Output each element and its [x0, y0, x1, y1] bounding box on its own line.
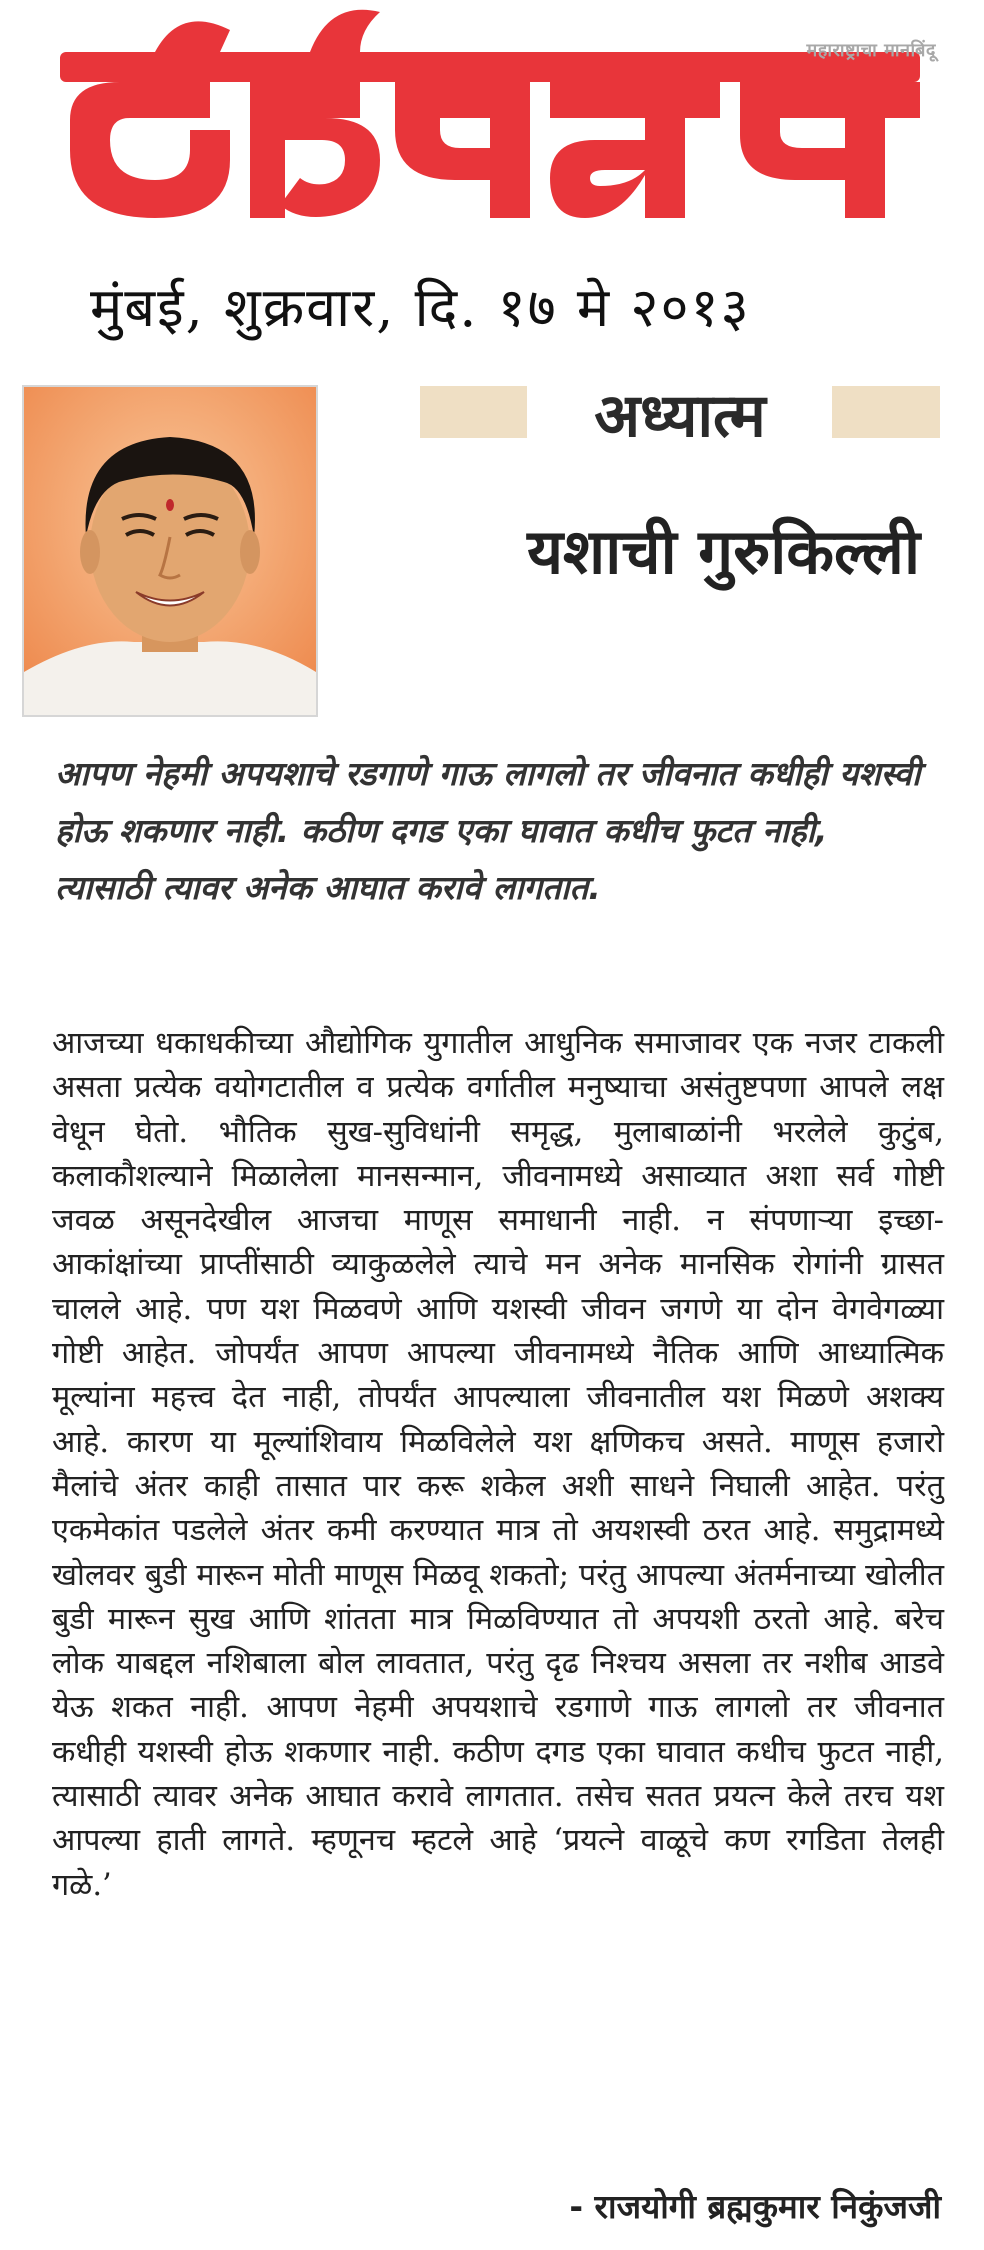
masthead-tagline: महाराष्ट्राचा मानबिंदू	[806, 40, 936, 61]
author-photo	[22, 385, 318, 717]
lokmat-logo	[60, 0, 930, 245]
article-intro: आपण नेहमी अपयशाचे रडगाणे गाऊ लागलो तर जीवनात कधीही यशस्वी होऊ शकणार नाही. कठीण दगड एका घावात कधीच फुटत नाही, त्यासाठी त्यावर अनेक आघात करावे लागतात.	[55, 754, 921, 907]
author-portrait	[24, 387, 316, 715]
article-body: आजच्या धकाधकीच्या औद्योगिक युगातील आधुनिक समाजावर एक नजर टाकली असता प्रत्येक वयोगटातील व प्रत्येक वर्गातील मनुष्याचा असंतुष्टपणा आपले लक्ष वेधून घेतो. भौतिक सुख-सुविधांनी समृद्ध, मुलाबाळांनी भरलेले कुटुंब, कलाकौशल्याने मिळालेला मानसन्मान, जीवनामध्ये असाव्यात अशा सर्व गोष्टी जवळ असूनदेखील आजचा माणूस समाधानी नाही. न संपणाऱ्या इच्छा-आकांक्षांच्या प्राप्तींसाठी व्याकुळलेले त्याचे मन अनेक मानसिक रोगांनी ग्रासत चालले आहे. पण यश मिळवणे आणि यशस्वी जीवन जगणे या दोन वेगवेगळ्या गोष्टी आहेत. जोपर्यंत आपण आपल्या जीवनामध्ये नैतिक आणि आध्यात्मिक मूल्यांना महत्त्व देत नाही, तोपर्यंत आपल्याला जीवनातील यश मिळणे अशक्य आहे. कारण या मूल्यांशिवाय मिळविलेले यश क्षणिकच असते. माणूस हजारो मैलांचे अंतर काही तासात पार करू शकेल अशी साधने निघाली आहेत. परंतु एकमेकांत पडलेले अंतर कमी करण्यात मात्र तो अयशस्वी ठरत आहे. समुद्रामध्ये खोलवर बुडी मारून मोती माणूस मिळवू शकतो; परंतु आपल्या अंतर्मनाच्या खोलीत बुडी मारून सुख आणि शांतता मात्र मिळविण्यात तो अपयशी ठरतो आहे. बरेच लोक याबद्दल नशिबाला बोल लावतात, परंतु दृढ निश्चय असला तर नशीब आडवे येऊ शकत नाही. आपण नेहमी अपयशाचे रडगाणे गाऊ लागलो तर जीवनात कधीही यशस्वी होऊ शकणार नाही. कठीण दगड एका घावात कधीच फुटत नाही, त्यासाठी त्यावर अनेक आघात करावे लागतात. तसेच सतत प्रयत्न केले तरच यश आपल्या हाती लागते. म्हणूनच म्हटले आहे ‘प्रयत्ने वाळूचे कण रगडिता तेलही गळे.’	[52, 1026, 944, 1903]
article-headline: यशाची गुरुकिल्ली	[527, 515, 920, 588]
section-title: अध्यात्म	[594, 381, 766, 451]
section-band-right	[832, 386, 940, 438]
article-author: - राजयोगी ब्रह्मकुमार निकुंजजी	[569, 2187, 941, 2226]
dateline: मुंबई, शुक्रवार, दि. १७ मे २०१३	[90, 276, 751, 339]
section-band-left	[420, 386, 527, 438]
